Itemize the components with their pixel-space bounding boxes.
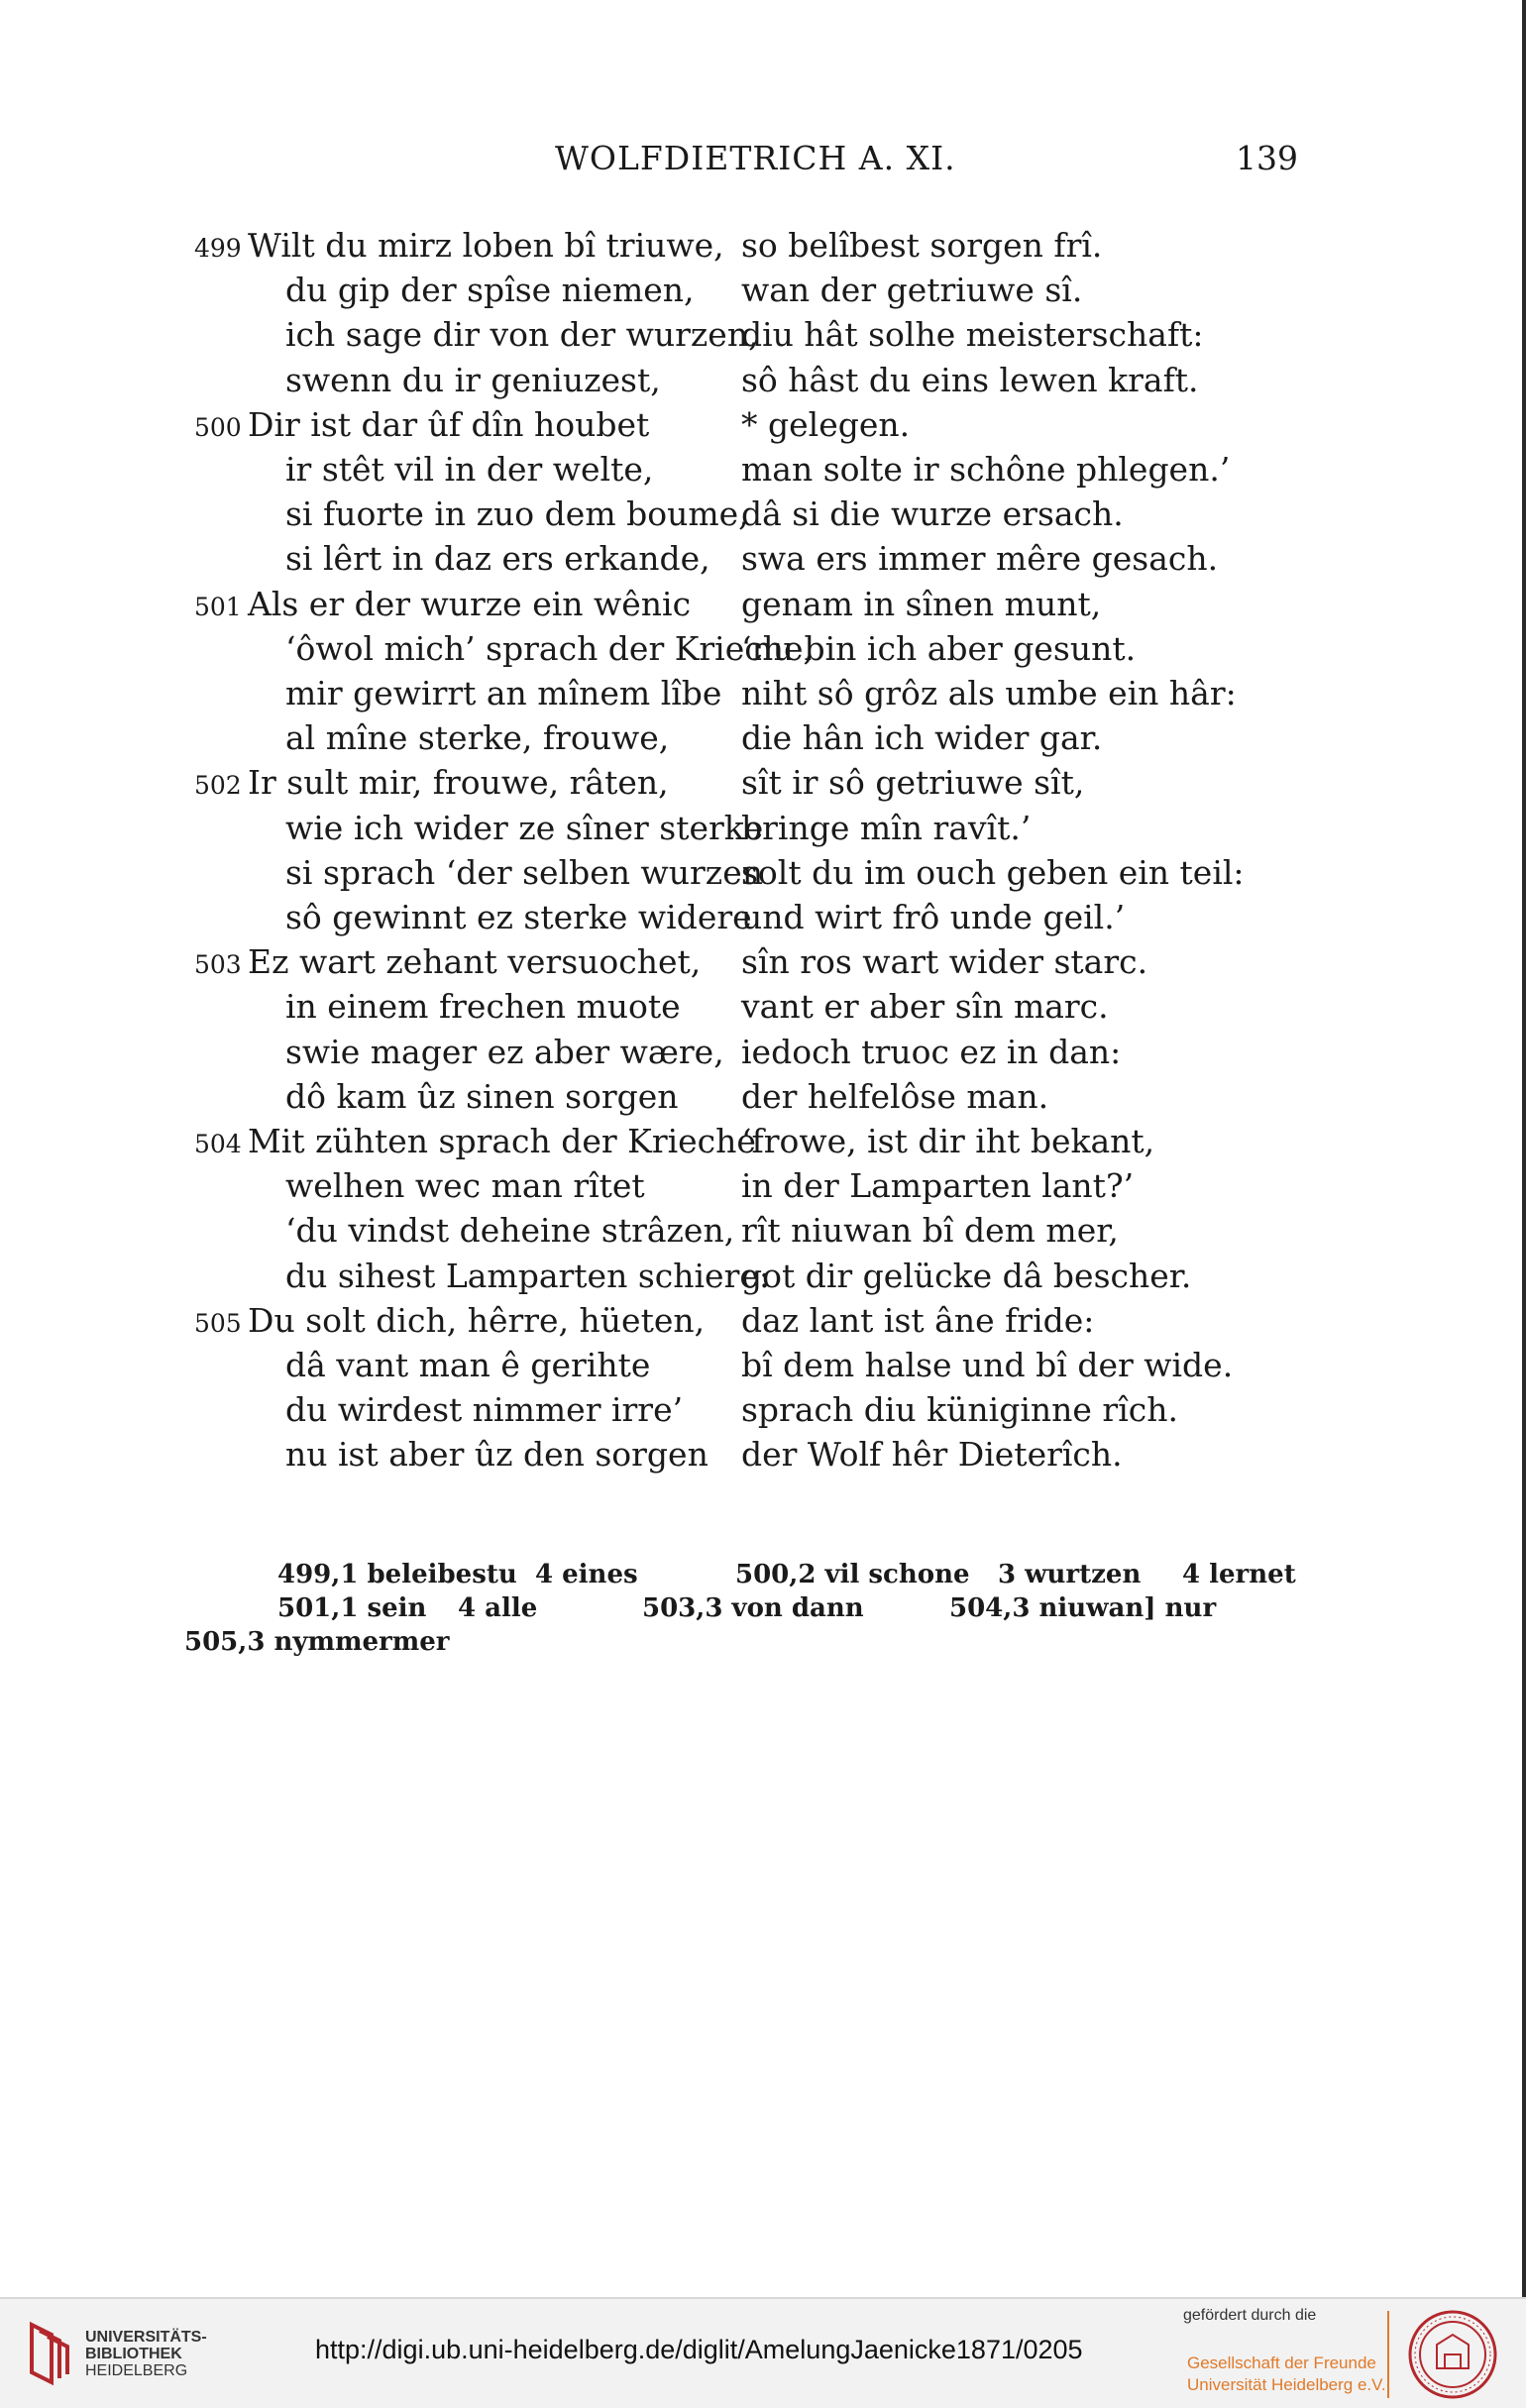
- half-line-first: Ir sult mir, frouwe, râten,: [248, 763, 669, 802]
- half-line-second: ‘frowe, ist dir iht bekant,: [741, 1122, 1155, 1160]
- footnote-entry: 505,3 nymmermer: [184, 1627, 450, 1657]
- half-line-first: ir stêt vil in der welte,: [285, 450, 654, 489]
- verse-line: [0, 585, 1526, 626]
- half-line-first: ‘du vindst deheine strâzen,: [285, 1211, 735, 1250]
- half-line-second: die hân ich wider gar.: [741, 718, 1103, 757]
- half-line-first: swie mager ez aber wære,: [285, 1033, 724, 1071]
- half-line-second: dâ si die wurze ersach.: [741, 494, 1124, 533]
- half-line-first: welhen wec man rîtet: [285, 1166, 645, 1205]
- verse-line: [0, 1122, 1526, 1163]
- half-line-second: * gelegen.: [741, 405, 911, 444]
- half-line-first: dâ vant man ê gerihte: [285, 1346, 651, 1384]
- stanza-number: 505: [194, 1309, 242, 1338]
- verse-line: [0, 987, 1526, 1029]
- footnote-entry: 4 eines: [535, 1560, 638, 1589]
- half-line-first: Dir ist dar ûf dîn houbet: [248, 405, 650, 444]
- half-line-first: swenn du ir geniuzest,: [285, 361, 661, 399]
- verse-line: [0, 942, 1526, 984]
- verse-line: [0, 1211, 1526, 1253]
- running-head: WOLFDIETRICH A. XI.: [555, 139, 956, 177]
- half-line-first: dô kam ûz sinen sorgen: [285, 1077, 679, 1116]
- verse-line: [0, 809, 1526, 850]
- footnote-entry: 504,3 niuwan] nur: [949, 1593, 1217, 1623]
- half-line-first: Du solt dich, hêrre, hüeten,: [248, 1301, 706, 1340]
- half-line-first: wie ich wider ze sîner sterke: [285, 809, 764, 847]
- stanza-number: 499: [194, 234, 242, 263]
- sponsor-name: [1187, 2353, 1386, 2396]
- library-name-line1: UNIVERSITÄTS-: [85, 2329, 207, 2346]
- half-line-second: rît niuwan bî dem mer,: [741, 1211, 1119, 1250]
- verse-line: [0, 1077, 1526, 1119]
- verse-line: [0, 1435, 1526, 1477]
- verse-line: [0, 674, 1526, 715]
- footnote-line: [0, 1560, 1526, 1591]
- verse-line: [0, 718, 1526, 760]
- half-line-second: sprach diu küniginne rîch.: [741, 1390, 1178, 1429]
- half-line-second: und wirt frô unde geil.’: [741, 898, 1126, 936]
- half-line-second: der helfelôse man.: [741, 1077, 1049, 1116]
- half-line-first: si fuorte in zuo dem boume,: [285, 494, 749, 533]
- permalink-url[interactable]: http://digi.ub.uni-heidelberg.de/diglit/AmelungJaenicke1871/0205: [315, 2335, 1083, 2364]
- half-line-first: nu ist aber ûz den sorgen: [285, 1435, 708, 1474]
- half-line-second: so belîbest sorgen frî.: [741, 226, 1103, 265]
- half-line-first: mir gewirrt an mînem lîbe: [285, 674, 722, 712]
- half-line-first: du wirdest nimmer irre’: [285, 1390, 684, 1429]
- half-line-second: sît ir sô getriuwe sît,: [741, 763, 1085, 802]
- half-line-second: in der Lamparten lant?’: [741, 1166, 1135, 1205]
- footnote-entry: 4 lernet: [1182, 1560, 1296, 1589]
- sponsor-name-line2: Universität Heidelberg e.V.: [1187, 2375, 1386, 2394]
- half-line-first: du gip der spîse niemen,: [285, 271, 695, 309]
- verse-line: [0, 1166, 1526, 1208]
- half-line-second: ‘nu bin ich aber gesunt.: [741, 629, 1137, 668]
- half-line-second: daz lant ist âne fride:: [741, 1301, 1095, 1340]
- footnote-entry: 499,1 beleibestu: [277, 1560, 517, 1589]
- footnote-line: [0, 1627, 1526, 1659]
- half-line-second: man solte ir schône phlegen.’: [741, 450, 1231, 489]
- stanza-number: 501: [194, 593, 242, 621]
- verse-line: [0, 226, 1526, 268]
- footnote-line: [0, 1593, 1526, 1625]
- verse-line: [0, 271, 1526, 312]
- verse-line: [0, 898, 1526, 939]
- library-name-line2: BIBLIOTHEK: [85, 2346, 182, 2362]
- verse-line: [0, 1257, 1526, 1298]
- verse-line: [0, 1390, 1526, 1432]
- half-line-second: sîn ros wart wider starc.: [741, 942, 1148, 981]
- half-line-second: vant er aber sîn marc.: [741, 987, 1109, 1026]
- verse-line: [0, 1033, 1526, 1074]
- half-line-first: Als er der wurze ein wênic: [248, 585, 692, 623]
- half-line-first: in einem frechen muote: [285, 987, 681, 1026]
- half-line-first: ich sage dir von der wurzen,: [285, 315, 759, 354]
- half-line-first: si sprach ‘der selben wurzen: [285, 853, 763, 892]
- half-line-first: al mîne sterke, frouwe,: [285, 718, 670, 757]
- half-line-second: iedoch truoc ez in dan:: [741, 1033, 1122, 1071]
- library-name: [85, 2329, 207, 2379]
- half-line-first: Wilt du mirz loben bî triuwe,: [248, 226, 724, 265]
- page-number: 139: [1236, 139, 1298, 177]
- half-line-second: bî dem halse und bî der wide.: [741, 1346, 1234, 1384]
- stanza-number: 504: [194, 1130, 242, 1158]
- sponsor-label: gefördert durch die: [1183, 2307, 1317, 2324]
- verse-line: [0, 361, 1526, 402]
- page-header: [0, 139, 1526, 182]
- half-line-second: diu hât solhe meisterschaft:: [741, 315, 1204, 354]
- half-line-second: wan der getriuwe sî.: [741, 271, 1083, 309]
- half-line-second: sô hâst du eins lewen kraft.: [741, 361, 1199, 399]
- verse-line: [0, 853, 1526, 895]
- half-line-first: ‘ôwol mich’ sprach der Krieche,: [285, 629, 814, 668]
- verse-line: [0, 494, 1526, 536]
- half-line-second: swa ers immer mêre gesach.: [741, 539, 1219, 578]
- sponsor-name-line1: Gesellschaft der Freunde: [1187, 2353, 1376, 2372]
- university-seal-icon: [1407, 2309, 1498, 2400]
- half-line-first: sô gewinnt ez sterke widere: [285, 898, 752, 936]
- footnote-entry: 3 wurtzen: [998, 1560, 1142, 1589]
- verse-line: [0, 1301, 1526, 1343]
- stanza-number: 500: [194, 413, 242, 442]
- footer-divider: [1387, 2311, 1389, 2398]
- half-line-second: bringe mîn ravît.’: [741, 809, 1032, 847]
- half-line-second: der Wolf hêr Dieterîch.: [741, 1435, 1123, 1474]
- half-line-first: du sihest Lamparten schiere:: [285, 1257, 770, 1295]
- half-line-first: Ez wart zehant versuochet,: [248, 942, 702, 981]
- verse-line: [0, 763, 1526, 805]
- verse-line: [0, 405, 1526, 447]
- viewer-footer: [0, 2297, 1526, 2408]
- verse-line: [0, 629, 1526, 671]
- half-line-second: got dir gelücke dâ bescher.: [741, 1257, 1192, 1295]
- half-line-first: Mit zühten sprach der Krieche: [248, 1122, 756, 1160]
- stanza-number: 502: [194, 771, 242, 800]
- verse-line: [0, 539, 1526, 581]
- library-logo-icon: [22, 2319, 77, 2388]
- half-line-second: genam in sînen munt,: [741, 585, 1102, 623]
- library-name-line3: HEIDELBERG: [85, 2362, 188, 2379]
- footnote-entry: 503,3 von dann: [642, 1593, 864, 1623]
- verse-line: [0, 315, 1526, 357]
- verse-line: [0, 1346, 1526, 1387]
- footnote-entry: 500,2 vil schone: [735, 1560, 970, 1589]
- half-line-first: si lêrt in daz ers erkande,: [285, 539, 710, 578]
- stanza-number: 503: [194, 950, 242, 979]
- half-line-second: niht sô grôz als umbe ein hâr:: [741, 674, 1237, 712]
- footnote-entry: 501,1 sein: [277, 1593, 427, 1623]
- footnote-entry: 4 alle: [458, 1593, 538, 1623]
- half-line-second: solt du im ouch geben ein teil:: [741, 853, 1245, 892]
- verse-line: [0, 450, 1526, 492]
